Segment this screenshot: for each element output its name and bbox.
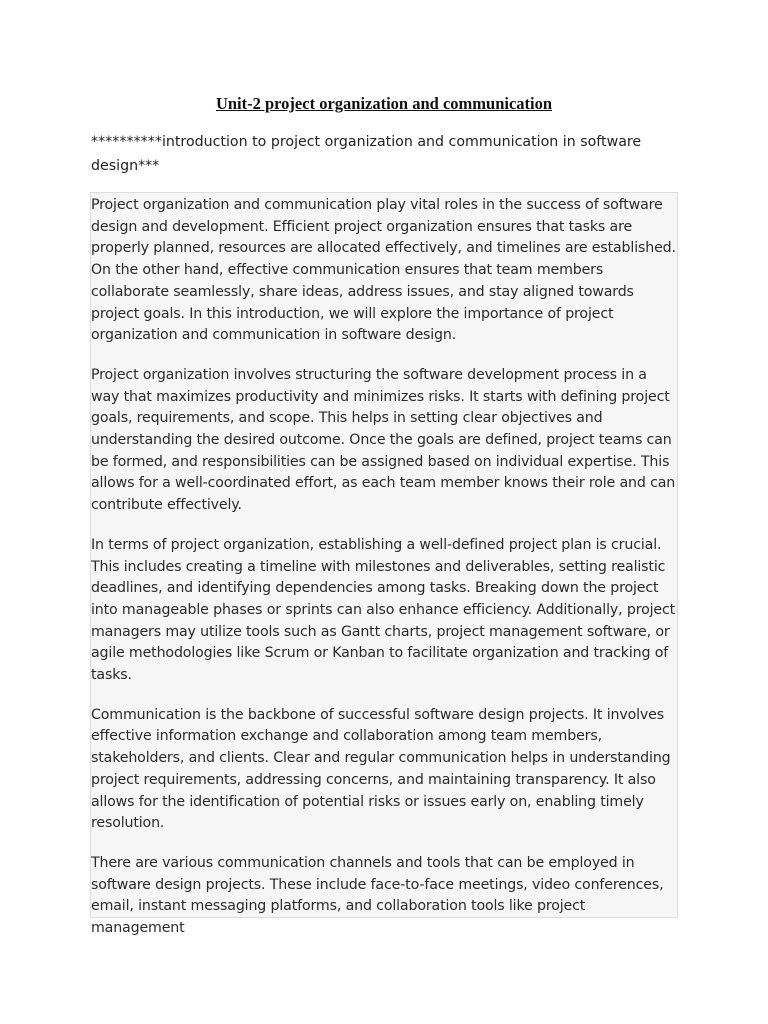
content-block xyxy=(90,192,678,937)
paragraph-4: Communication is the backbone of successful software design projects. It involves effective information exchange and collaboration among team members, stakeholders, and clients. Clear and regular communication helps in understanding project requirements, addressing concerns, and maintaining transparency. It also allows for the identification of potential risks or issues early on, enabling timely resolution. xyxy=(91,706,671,832)
paragraph-1: Project organization and communication play vital roles in the success of software design and development. Efficient project organization ensures that tasks are properly planned, resources are allocated effectively, and timelines are established. On the other hand, effective communication ensures that team members collaborate seamlessly, share ideas, address issues, and stay aligned towards project goals. In this introduction, we will explore the importance of project organization and communication in software design. xyxy=(91,197,676,344)
document-title: Unit-2 project organization and communication xyxy=(215,94,553,113)
paragraph-3: In terms of project organization, establishing a well-defined project plan is crucial. This includes creating a timeline with milestones and deliverables, setting realistic deadlines, and identifying dependencies among tasks. Breaking down the project into manageable phases or sprints can also enhance efficiency. Additionally, project managers may utilize tools such as Gantt charts, project management software, or agile methodologies like Scrum or Kanban to facilitate organization and tracking of tasks. xyxy=(91,536,676,684)
intro-heading: **********introduction to project organization and communication in software design*** xyxy=(91,134,642,174)
paragraph-5: There are various communication channels and tools that can be employed in software design projects. These include face-to-face meetings, video conferences, email, instant messaging platforms, and collaboration tools like project management xyxy=(91,854,664,937)
paragraph-2: Project organization involves structuring the software development process in a way that maximizes productivity and minimizes risks. It starts with defining project goals, requirements, and scope. This helps in setting clear objectives and understanding the desired outcome. Once the goals are defined, project teams can be formed, and responsibilities can be assigned based on individual expertise. This allows for a well-coordinated effort, as each team member knows their role and can contribute effectively. xyxy=(91,366,676,514)
